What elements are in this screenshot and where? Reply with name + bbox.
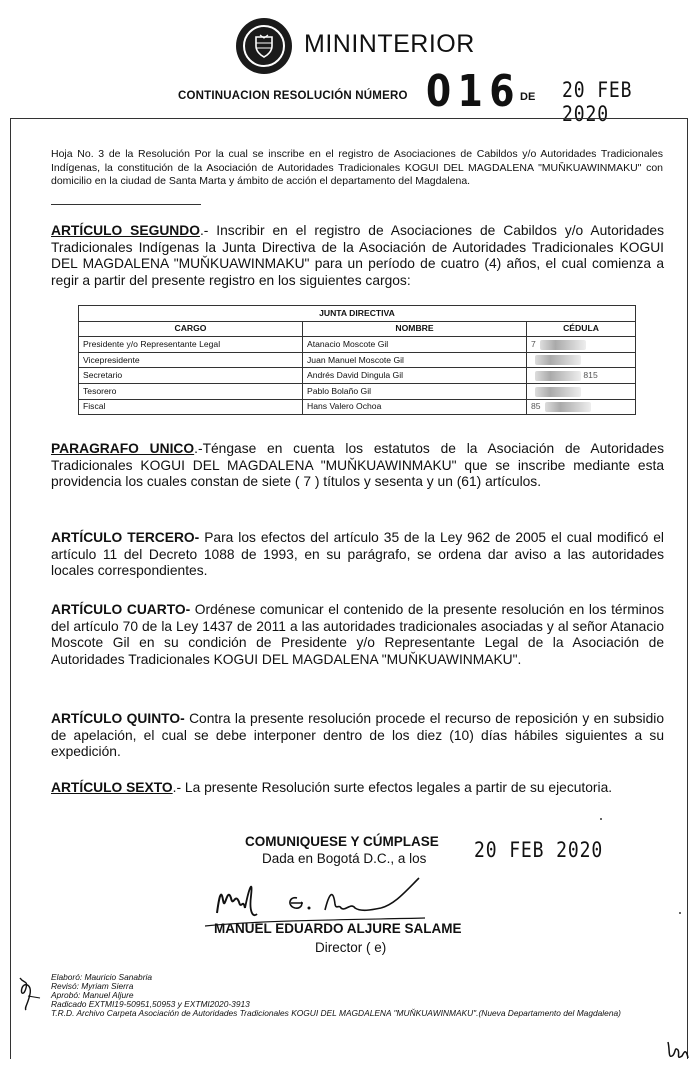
cell-cargo: Presidente y/o Representante Legal — [79, 337, 303, 353]
footer-reviso: Revisó: Myriam Sierra — [51, 981, 134, 991]
articulo-segundo — [51, 223, 664, 289]
redaction-blur — [540, 340, 586, 350]
articulo-tercero-heading: ARTÍCULO TERCERO- — [51, 530, 200, 545]
table-row — [79, 337, 636, 353]
cell-cargo: Tesorero — [79, 383, 303, 399]
articulo-sexto — [51, 780, 664, 797]
articulo-quinto-text: Contra la presente resolución procede el recurso de reposición y en subsidio de apelación, el cual se debe interponer dentro de los diez (10) días hábiles siguientes a su expedición. — [51, 711, 664, 759]
table-row — [79, 399, 636, 415]
articulo-tercero — [51, 530, 664, 580]
articulo-segundo-heading: ARTÍCULO SEGUNDO — [51, 223, 200, 238]
footer-radicado: Radicado EXTMI19-50951,50953 y EXTMI2020-3913 — [51, 999, 250, 1009]
paragrafo-unico-heading: PARAGRAFO UNICO — [51, 441, 195, 456]
redaction-blur — [535, 371, 581, 381]
articulo-cuarto-heading: ARTÍCULO CUARTO- — [51, 602, 191, 617]
articulo-sexto-heading: ARTÍCULO SEXTO — [51, 780, 173, 795]
header-date-stamp: 20 FEB 2020 — [562, 78, 633, 126]
column-header-cargo: CARGO — [79, 321, 303, 337]
articulo-cuarto-text: Ordénese comunicar el contenido de la presente resolución en los términos del artículo 70 de la Ley 1437 de 2011 a las autoridades tradicionales asociadas y al señor Atanacio Moscote Gil en su condición de Presidente y/o Representante Legal de la Asociación de Autoridades Tradicionales KOGUI DEL MAGDALENA "MUŇKUAWINMAKU". — [51, 602, 664, 667]
column-header-cedula: CÉDULA — [527, 321, 636, 337]
articulo-sexto-text: .- La presente Resolución surte efectos legales a partir de su ejecutoria. — [172, 780, 613, 795]
redaction-blur — [545, 402, 591, 412]
cell-nombre: Hans Valero Ochoa — [303, 399, 527, 415]
scan-speck — [600, 818, 602, 820]
handwritten-initials — [664, 1040, 690, 1062]
junta-directiva-table — [78, 305, 636, 415]
coat-of-arms-seal — [236, 18, 292, 74]
hoja-reference: Hoja No. 3 de la Resolución Por la cual se inscribe en el registro de Asociaciones de Cabildos y/o Autoridades Tradicionales Indígenas, la constitución de la Asociación de Autoridades Tradicionales KOGUI DEL MAGDALENA "MUŇKUAWINMAKU" con domicilio en la ciudad de Santa Marta y ámbito de acción el departamento del Magdalena. — [51, 148, 663, 187]
brand-name: MININTERIOR — [304, 30, 475, 58]
footer-aprobo: Aprobó: Manuel Aljure — [51, 990, 134, 1000]
cell-cargo: Vicepresidente — [79, 352, 303, 368]
footer-elaboro: Elaboró: Mauricio Sanabria — [51, 972, 153, 982]
handwritten-initials — [14, 974, 42, 1012]
cell-nombre: Pablo Bolaño Gil — [303, 383, 527, 399]
articulo-tercero-text: Para los efectos del artículo 35 de la Ley 962 de 2005 el cual modificó el artículo 11 del Decreto 1088 de 1993, en su parágrafo, se ordena dar aviso a las autoridades locales correspondientes. — [51, 530, 664, 578]
cell-cedula — [527, 383, 636, 399]
redaction-blur — [535, 387, 581, 397]
cell-cedula: 7 — [527, 337, 636, 353]
articulo-cuarto — [51, 602, 664, 668]
cell-cedula: 815 — [527, 368, 636, 384]
closing-date-stamp: 20 FEB 2020 — [474, 838, 604, 862]
table-title: JUNTA DIRECTIVA — [79, 306, 636, 322]
cell-cargo: Fiscal — [79, 399, 303, 415]
table-row — [79, 352, 636, 368]
signer-role: Director ( e) — [315, 940, 387, 955]
table-row — [79, 368, 636, 384]
signer-name: MANUEL EDUARDO ALJURE SALAME — [214, 921, 462, 936]
paragrafo-unico — [51, 441, 664, 491]
footer-trd: T.R.D. Archivo Carpeta Asociación de Autoridades Tradicionales KOGUI DEL MAGDALENA "MUŇKUAWINMAKU".(Nueva Departamento del Magdalena) — [51, 1008, 621, 1018]
cell-cedula — [527, 352, 636, 368]
articulo-quinto — [51, 711, 664, 761]
articulo-quinto-heading: ARTÍCULO QUINTO- — [51, 711, 185, 726]
continuation-label: CONTINUACION RESOLUCIÓN NÚMERO — [178, 90, 408, 102]
cell-cedula: 85 — [527, 399, 636, 415]
cell-nombre: Atanacio Moscote Gil — [303, 337, 527, 353]
articulo-segundo-text: .- Inscribir en el registro de Asociaciones de Cabildos y/o Autoridades Tradicionales Indígenas la Junta Directiva de la Asociación de Autoridades Tradicionales KOGUI DEL MAGDALENA "MUŇKUAWINMAKU" para un período de cuatro (4) años, el cual comienza a regir a partir del presente registro en los siguientes cargos: — [51, 223, 664, 288]
resolution-number: 016 — [426, 66, 522, 117]
divider — [51, 204, 201, 205]
handwritten-signature — [205, 868, 435, 928]
shield-icon — [251, 33, 277, 59]
cell-nombre: Juan Manuel Moscote Gil — [303, 352, 527, 368]
table-row — [79, 383, 636, 399]
de-label: DE — [520, 91, 536, 103]
paragrafo-unico-text: .-Téngase en cuenta los estatutos de la Asociación de Autoridades Tradicionales KOGUI DEL MAGDALENA "MUŇKUAWINMAKU" que se inscribe mediante esta providencia los cuales constan de siete ( 7 ) títulos y sesenta y un (61) artículos. — [51, 441, 664, 489]
cell-nombre: Andrés David Dingula Gil — [303, 368, 527, 384]
comuniquese-cumplase: COMUNIQUESE Y CÚMPLASE — [245, 834, 439, 849]
cell-cargo: Secretario — [79, 368, 303, 384]
scan-speck — [679, 912, 681, 914]
dada-en-bogota: Dada en Bogotá D.C., a los — [262, 851, 427, 866]
column-header-nombre: NOMBRE — [303, 321, 527, 337]
redaction-blur — [535, 355, 581, 365]
